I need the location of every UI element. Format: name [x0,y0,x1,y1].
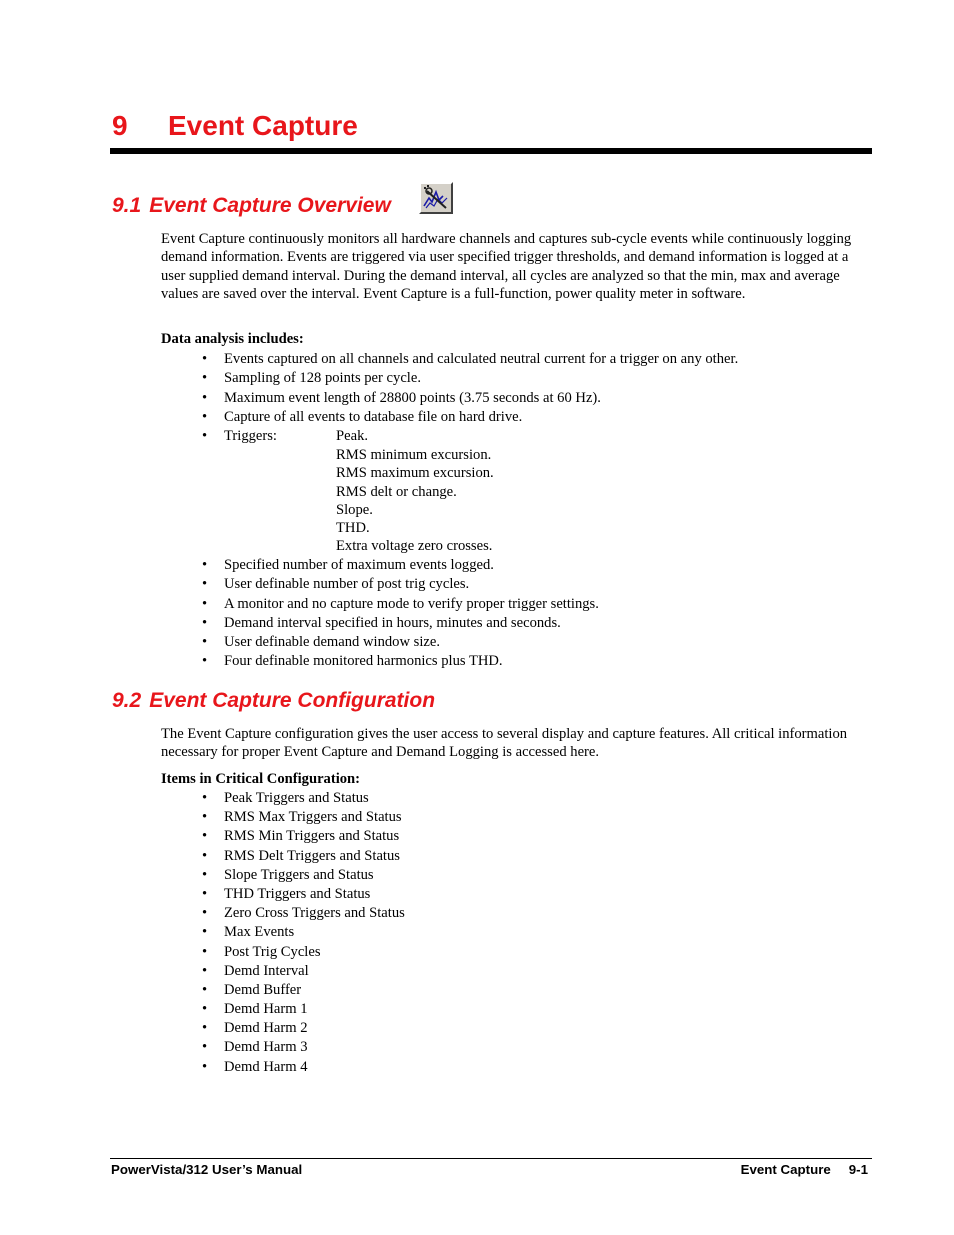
triggers-label: Triggers: [224,428,277,445]
list-item: • Sampling of 128 points per cycle. [200,369,738,388]
list-item: • Peak Triggers and Status [200,789,405,808]
trigger-item: RMS minimum excursion. [336,447,492,463]
trigger-item: THD. [336,520,370,537]
chapter-title-text: Event Capture [168,110,358,141]
list-item: • Four definable monitored harmonics plus THD. [200,652,599,671]
list-item-triggers [200,427,738,446]
footer-rule [110,1158,872,1159]
list-item: • Demd Harm 3 [200,1038,405,1057]
footer-page-number: 9-1 [848,1162,868,1177]
list-item: • Demand interval specified in hours, minutes and seconds. [200,614,599,633]
chapter-title [112,110,358,142]
critical-configuration-subheading: Items in Critical Configuration: [161,771,361,787]
list-item: • A monitor and no capture mode to verify proper trigger settings. [200,595,599,614]
configuration-paragraph: The Event Capture configuration gives the user access to several display and capture features. All critical information necessary for proper Event Capture and Demand Logging is accessed here. [161,726,848,761]
list-item: • User definable demand window size. [200,633,599,652]
chapter-number: 9 [112,110,128,141]
section-title-text: Event Capture Configuration [149,689,436,712]
list-item: • Maximum event length of 28800 points (3.75 seconds at 60 Hz). [200,389,738,408]
list-item: • RMS Delt Triggers and Status [200,847,405,866]
list-item: • Demd Harm 4 [200,1058,405,1077]
list-item: • User definable number of post trig cycles. [200,575,599,594]
list-item: • RMS Min Triggers and Status [200,827,405,846]
list-item: • Post Trig Cycles [200,943,405,962]
triggers-sublist [336,446,494,556]
data-analysis-list [200,350,738,446]
trigger-item: RMS delt or change. [336,483,457,500]
list-item: • Specified number of maximum events logged. [200,556,599,575]
footer-manual-title: PowerVista/312 User’s Manual [111,1162,303,1177]
list-item: • Demd Buffer [200,981,405,1000]
list-item: • THD Triggers and Status [200,885,405,904]
list-item: • Capture of all events to database file on hard drive. [200,408,738,427]
event-capture-toolbar-icon [419,182,453,214]
list-item: • RMS Max Triggers and Status [200,808,405,827]
section-title-overview [112,194,391,218]
footer-section: Event Capture [740,1162,831,1177]
list-item: • Events captured on all channels and calculated neutral current for a trigger on any other. [200,350,738,369]
section-number: 9.2 [112,689,142,712]
section-title-configuration [112,689,435,713]
data-analysis-subheading: Data analysis includes: [161,331,304,347]
list-item: • Demd Interval [200,962,405,981]
overview-paragraph: Event Capture continuously monitors all hardware channels and captures sub-cycle events while continuously logging demand information. Events are triggered via user specified trigger thresholds, and demand information is logged at a user supplied demand interval. During the demand interval, all cycles are analyzed so that the min, max and average values are saved over the interval. Event Capture is a full-function, power quality meter in software. [161,231,852,302]
trigger-item: Peak. [336,428,369,445]
list-item: • Demd Harm 1 [200,1000,405,1019]
footer-page-info [741,1162,868,1177]
list-item: • Max Events [200,923,405,942]
data-analysis-list-continued [200,556,599,672]
list-item: • Slope Triggers and Status [200,866,405,885]
section-number: 9.1 [112,194,142,217]
section-title-text: Event Capture Overview [149,194,391,217]
trigger-item: RMS maximum excursion. [336,465,494,482]
trigger-item: Slope. [336,501,373,518]
list-item: • Demd Harm 2 [200,1019,405,1038]
critical-configuration-list [200,789,405,1077]
trigger-item: Extra voltage zero crosses. [336,538,493,555]
list-item: • Zero Cross Triggers and Status [200,904,405,923]
chapter-rule [110,148,872,154]
